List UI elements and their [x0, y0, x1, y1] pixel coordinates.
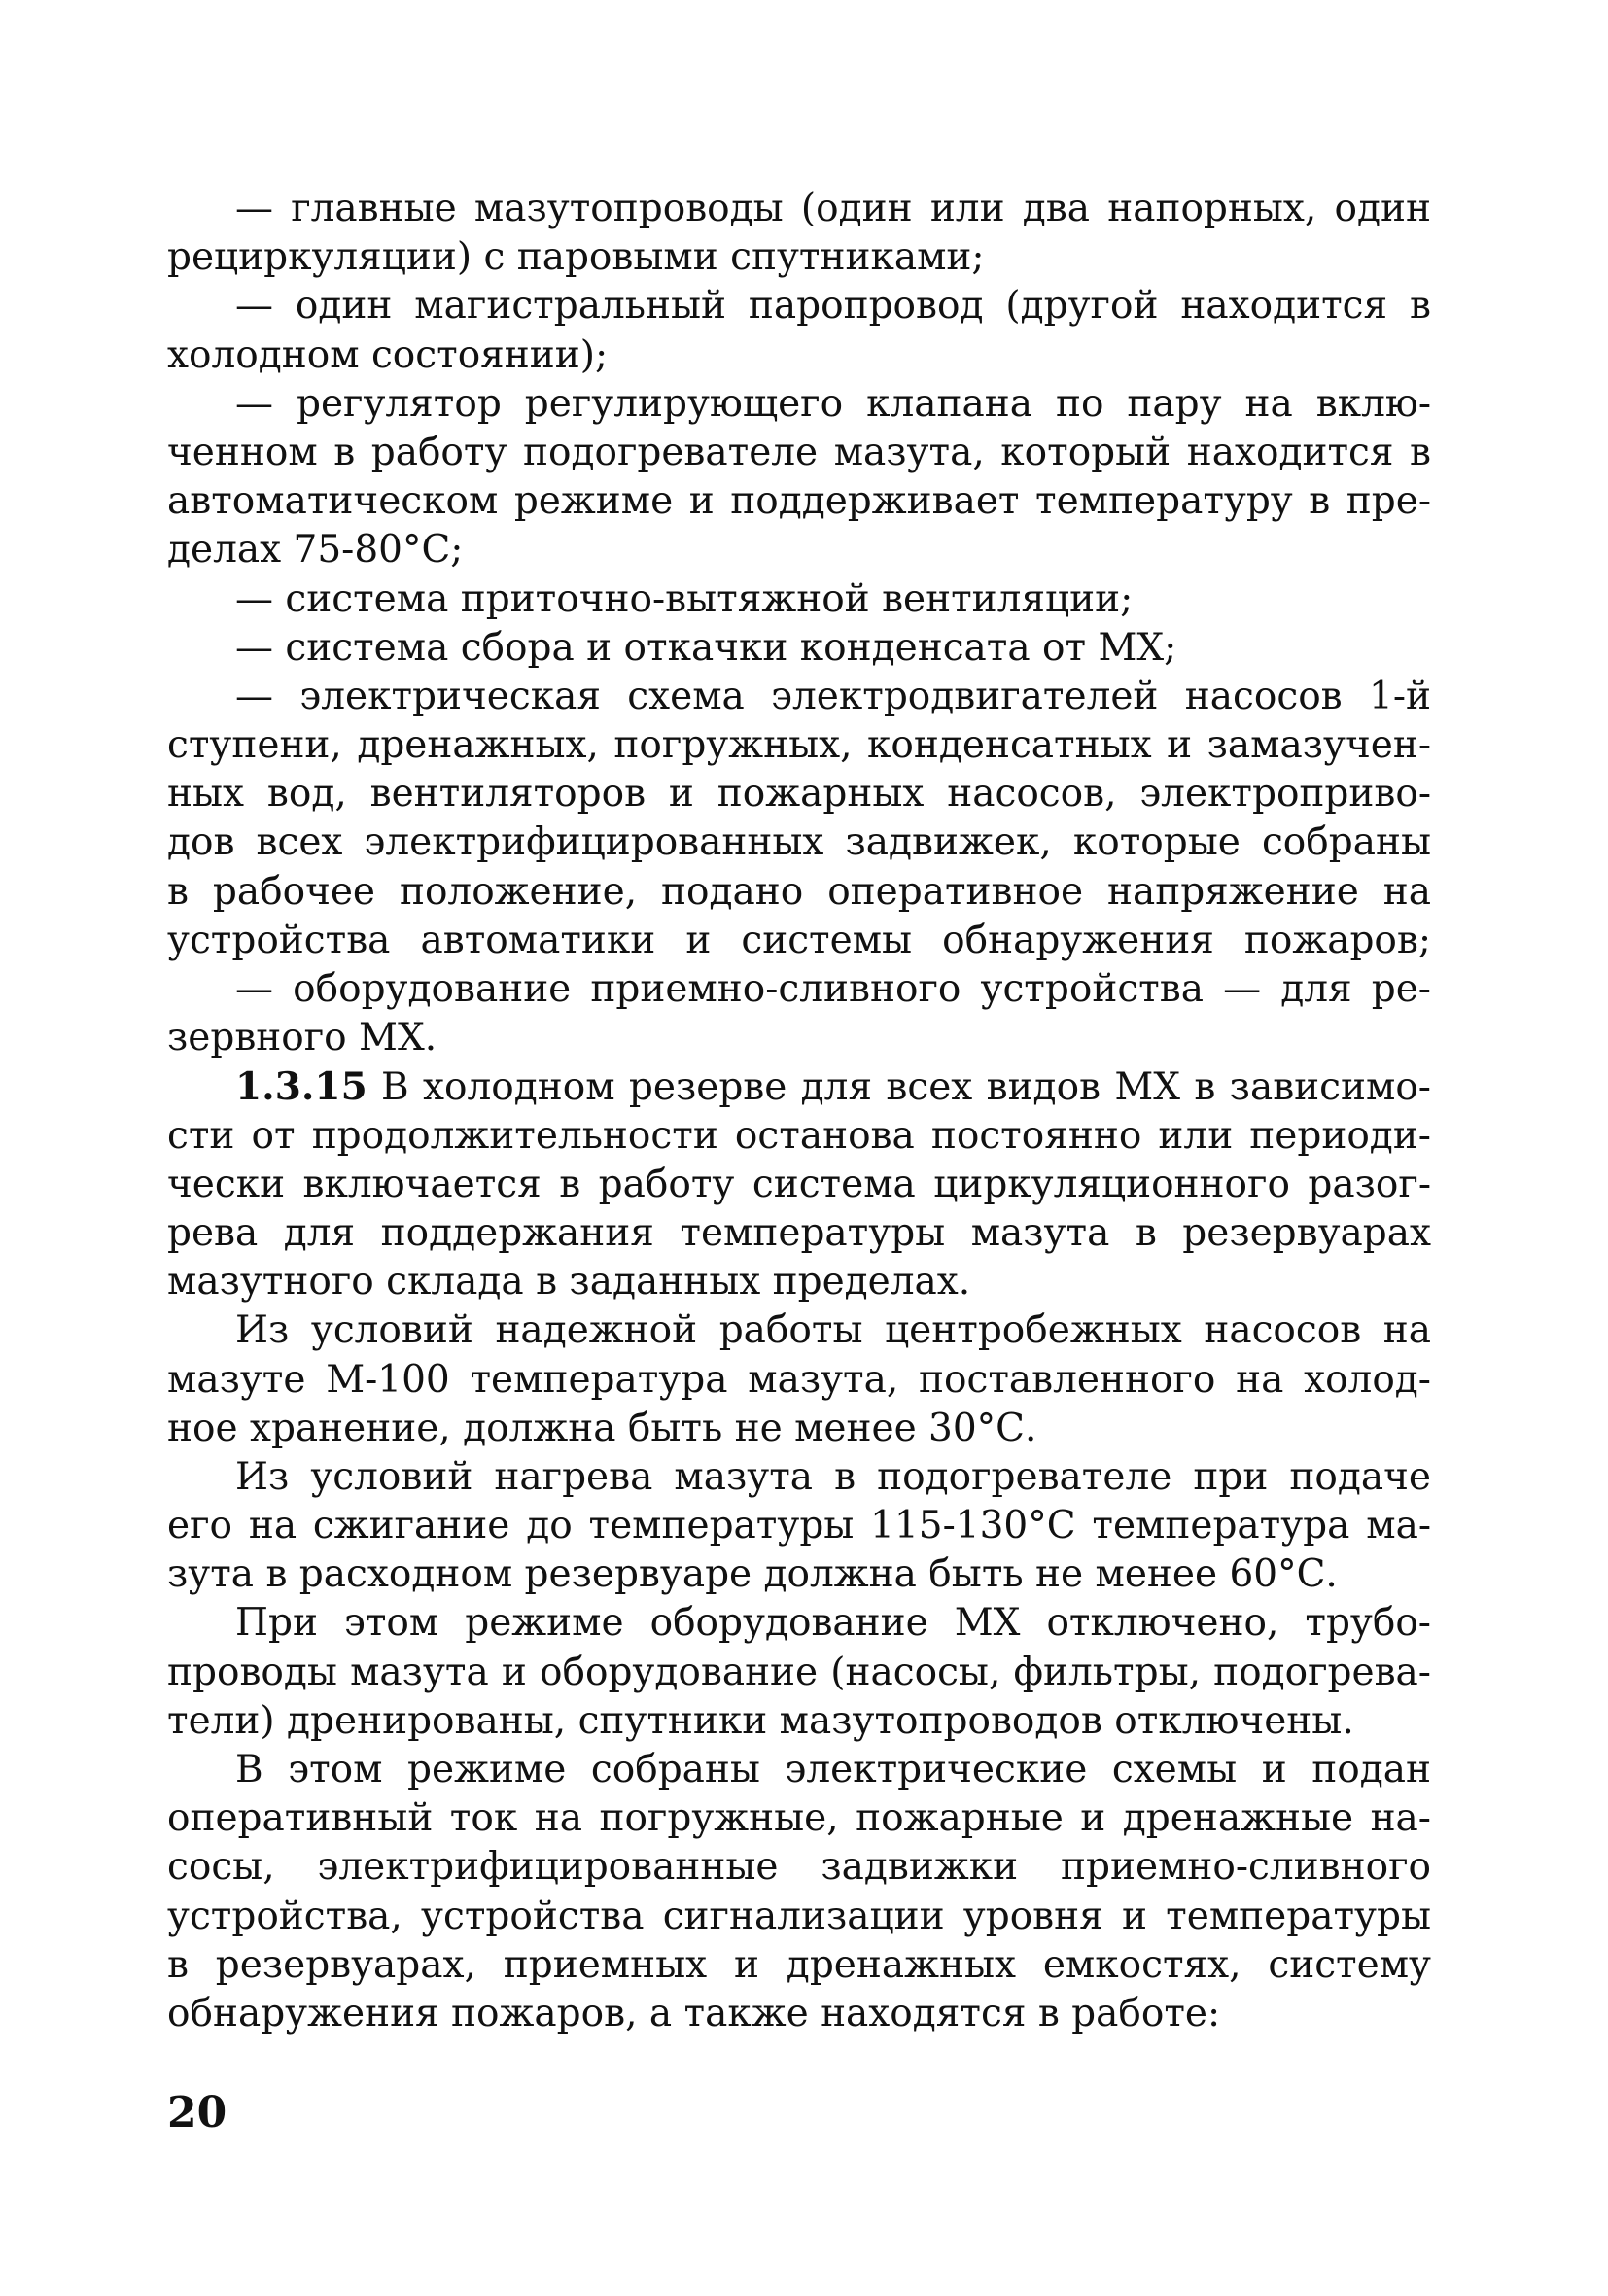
text-line: ступени, дренажных, погружных, конденсатных и замазучен-: [167, 723, 1431, 768]
page-body: [167, 185, 1431, 2038]
text-line: Из условий нагрева мазута в подогревателе при подаче: [235, 1454, 1431, 1499]
text-line: рева для поддержания температуры мазута в резервуарах: [167, 1210, 1431, 1255]
text-line: ченном в работу подогревателе мазута, который находится в: [167, 430, 1431, 474]
text-line: автоматическом режиме и поддерживает температуру в пре-: [167, 479, 1431, 524]
text-line: в резервуарах, приемных и дренажных емкостях, систему: [167, 1942, 1431, 1987]
section-text: В холодном резерве для всех видов МХ в зависимо-: [381, 1065, 1431, 1110]
text-line: — система приточно-вытяжной вентиляции;: [235, 576, 1134, 621]
text-line: — оборудование приемно-сливного устройства — для ре-: [235, 967, 1431, 1011]
text-line: дов всех электрифицированных задвижек, которые собраны: [167, 820, 1431, 865]
text-line: чески включается в работу система циркуляционного разог-: [167, 1162, 1431, 1206]
text-line: мазутного склада в заданных пределах.: [167, 1260, 971, 1305]
text-line: — регулятор регулирующего клапана по пару на вклю-: [235, 381, 1431, 426]
text-line: зута в расходном резервуаре должна быть не менее 60°С.: [167, 1552, 1338, 1597]
section-number: 1.3.15: [235, 1064, 367, 1110]
text-line: — главные мазутопроводы (один или два напорных, один: [235, 187, 1431, 230]
text-line: ных вод, вентиляторов и пожарных насосов, электроприво-: [167, 772, 1431, 817]
text-line: — электрическая схема электродвигателей насосов 1-й: [235, 674, 1431, 718]
section-heading-line: [167, 1062, 1431, 1111]
text-line: устройства, устройства сигнализации уровня и температуры: [167, 1894, 1431, 1938]
text-line: зервного МХ.: [167, 1016, 437, 1061]
text-line: делах 75-80°С;: [167, 528, 464, 573]
text-line: сти от продолжительности останова постоянно или периоди-: [167, 1113, 1431, 1158]
text-line: обнаружения пожаров, а также находятся в работе:: [167, 1991, 1221, 2035]
text-line: холодном состоянии);: [167, 332, 609, 377]
text-line: тели) дренированы, спутники мазутопроводов отключены.: [167, 1698, 1354, 1743]
text-line: — один магистральный паропровод (другой находится в: [235, 284, 1431, 329]
text-line: рециркуляции) с паровыми спутниками;: [167, 235, 985, 280]
text-line: в рабочее положение, подано оперативное напряжение на: [167, 869, 1431, 914]
text-line: его на сжигание до температуры 115-130°С температура ма-: [167, 1504, 1431, 1548]
text-line: проводы мазута и оборудование (насосы, фильтры, подогрева-: [167, 1650, 1431, 1694]
text-line: Из условий надежной работы центробежных насосов на: [235, 1308, 1431, 1353]
text-line: В этом режиме собраны электрические схемы и подан: [235, 1748, 1431, 1792]
text-line: ное хранение, должна быть не менее 30°С.: [167, 1406, 1037, 1450]
text-line: оперативный ток на погружные, пожарные и дренажные на-: [167, 1796, 1431, 1841]
text-line: устройства автоматики и системы обнаружения пожаров;: [167, 918, 1431, 962]
text-line: — система сбора и откачки конденсата от МХ;: [235, 625, 1177, 670]
text-line: При этом режиме оборудование МХ отключено, трубо-: [235, 1601, 1431, 1646]
text-line: сосы, электрифицированные задвижки приемно-сливного: [167, 1845, 1431, 1890]
page-number: 20: [167, 2088, 227, 2138]
text-line: мазуте М-100 температура мазута, поставленного на холод-: [167, 1357, 1431, 1402]
